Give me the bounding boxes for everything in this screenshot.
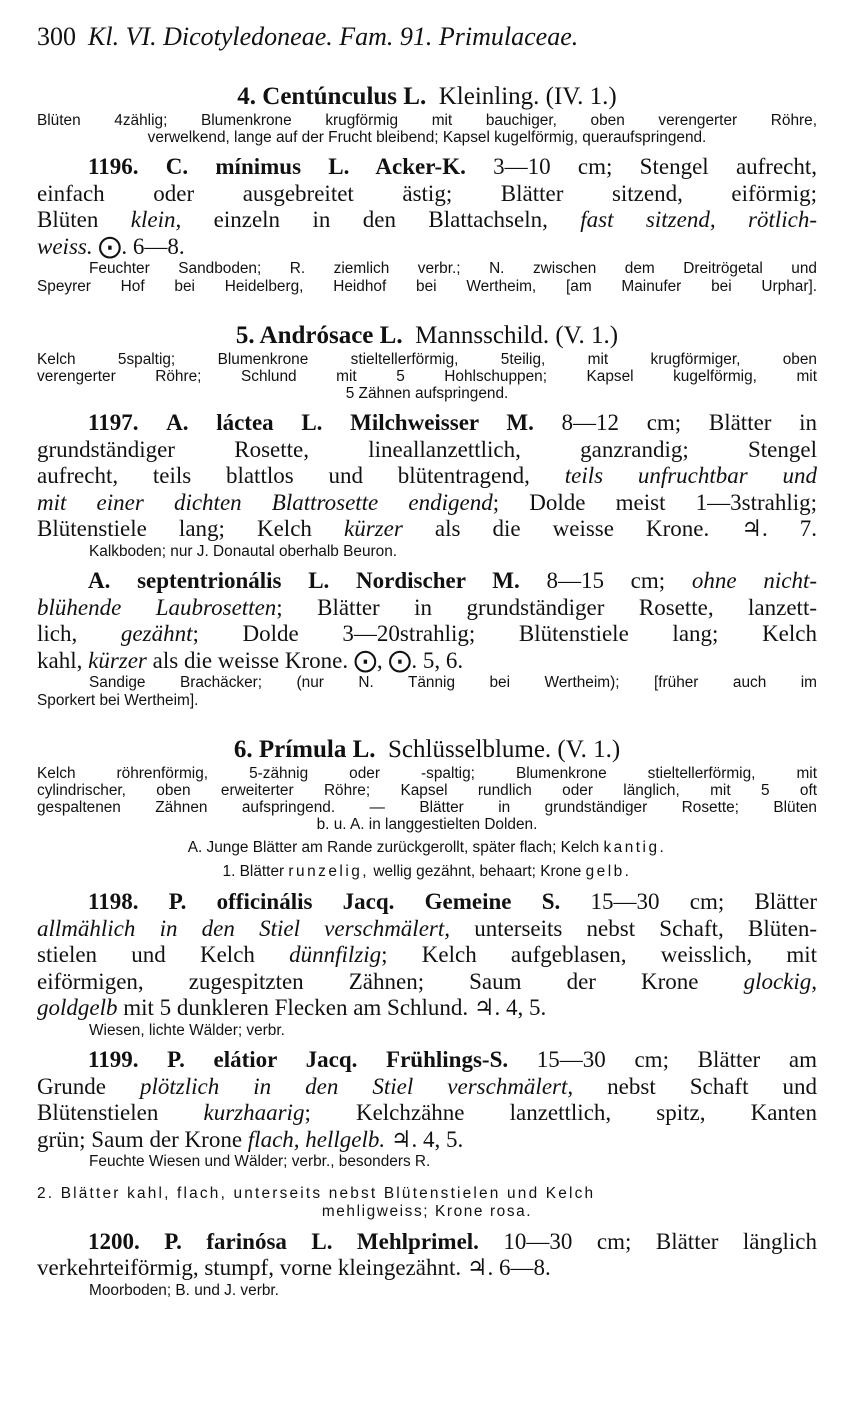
text-run: verkehrteiförmig, stumpf, vorne kleingezähnt. ♃. 6—8.	[37, 1255, 551, 1280]
habitat-1197	[37, 543, 817, 561]
text-run: 1198.	[88, 889, 139, 914]
text-run: klein,	[130, 207, 182, 232]
text-run: kahl,	[37, 647, 83, 673]
text-run: C. mínimus L. Acker-K.	[165, 154, 466, 179]
text-run: 5 Zähnen aufspringend.	[345, 385, 509, 402]
text-run: grün; Saum der Krone	[37, 1126, 243, 1152]
text-run: 1197.	[88, 410, 139, 435]
text-run: Feuchte Wiesen und Wälder; verbr., besonders R.	[89, 1153, 431, 1170]
key-a	[37, 839, 817, 857]
habitat-1198	[37, 1022, 817, 1040]
habitat-septentrionalis	[37, 674, 817, 709]
text-run: grundständiger Rosette, lineallanzettlich, ganzrandig; Stengel	[37, 436, 817, 462]
text-run: b. u. A. in langgestielten Dolden.	[316, 816, 538, 833]
text-run: nebst Schaft und	[607, 1073, 817, 1099]
text-run: als die weisse Krone. ⨀, ⨀. 5, 6.	[152, 647, 464, 673]
text-run: allmählich in den Stiel verschmälert,	[37, 915, 450, 941]
key-1	[37, 863, 817, 881]
running-header	[37, 22, 817, 52]
text-run: ; Blätter in grundständiger Rosette, lanzett-	[276, 594, 817, 620]
text-run: Kelch 5spaltig; Blumenkrone stieltellerförmig, 5teilig, mit krugförmiger, oben	[37, 351, 817, 368]
genus-description-primula	[37, 765, 817, 833]
genus-heading-centunculus	[37, 82, 817, 112]
text-run: mit einer dichten Blattrosette endigend	[37, 489, 493, 515]
text-run: fast sitzend, rötlich-	[580, 207, 817, 232]
species-1200	[37, 1229, 817, 1282]
text-run: A. láctea L. Milchweisser M.	[166, 410, 534, 435]
text-run: Blütenstielen	[37, 1100, 159, 1125]
text-run: Kalkboden; nur J. Donautal oberhalb Beuron.	[89, 542, 398, 560]
text-run: 5. Andrósace L.	[235, 322, 403, 349]
genus-description-centunculus	[37, 112, 817, 146]
text-run: gespaltenen Zähnen aufspringend. — Blätter in grundständiger Rosette; Blüten	[37, 799, 817, 816]
text-run: runzelig,	[288, 863, 370, 880]
text-run: Blütenstiele lang; Kelch	[37, 516, 312, 541]
text-run: cylindrischer, oben erweiterter Röhre; Kapsel rundlich oder länglich, mit 5 oft	[37, 782, 817, 799]
text-run: 3—10 cm; Stengel aufrecht,	[493, 154, 817, 179]
habitat-1200	[37, 1282, 817, 1300]
text-run: 1199.	[88, 1047, 139, 1072]
text-run: Blüten 4zählig; Blumenkrone krugförmig mit bauchiger, oben verengerter Röhre,	[37, 112, 817, 129]
text-run: lich,	[37, 621, 78, 646]
species-1197	[37, 410, 817, 543]
text-run: teils unfruchtbar und	[564, 463, 817, 488]
species-1199	[37, 1047, 817, 1153]
text-run: 4. Centúnculus L.	[237, 83, 427, 110]
text-run: goldgelb	[37, 995, 118, 1020]
text-run: mit 5 dunkleren Flecken am Schlund. ♃. 4, 5.	[123, 995, 547, 1020]
text-run: Schlüsselblume. (V. 1.)	[388, 736, 621, 763]
text-run: 8—12 cm; Blätter in	[561, 410, 817, 435]
text-run: 1. Blätter	[222, 863, 285, 880]
text-run: Kleinling. (IV. 1.)	[438, 83, 617, 110]
text-run: P. officinális Jacq. Gemeine S.	[168, 889, 561, 914]
text-run: mehligweiss; Krone rosa.	[321, 1202, 533, 1220]
text-run: ; Dolde meist 1—3strahlig;	[492, 489, 817, 515]
text-run: Wiesen, lichte Wälder; verbr.	[89, 1021, 285, 1039]
text-run: gelb.	[585, 863, 632, 880]
species-1196	[37, 154, 817, 260]
text-run: blühende Laubrosetten	[37, 594, 277, 620]
text-run: ohne nicht-	[691, 568, 817, 593]
text-run: ; Dolde 3—20strahlig; Blütenstiele lang; Kelch	[192, 621, 817, 646]
text-run: einzeln in den Blattachseln,	[213, 207, 548, 232]
text-run: P. farinósa L. Mehlprimel.	[164, 1228, 479, 1254]
text-run: Grunde	[37, 1073, 106, 1099]
text-run: verwelkend, lange auf der Frucht bleibend; Kapsel kugelförmig, queraufspringend.	[147, 129, 707, 146]
text-run: weiss.	[37, 233, 93, 259]
text-run: kurzhaarig	[203, 1100, 305, 1125]
species-1198	[37, 889, 817, 1022]
text-run: 15—30 cm; Blätter	[590, 889, 817, 914]
text-run: gezähnt	[120, 621, 193, 646]
text-run: wellig gezähnt, behaart; Krone	[373, 863, 582, 880]
species-septentrionalis	[37, 568, 817, 674]
text-run: ♃. 4, 5.	[390, 1126, 464, 1152]
text-run: ; Kelch aufgeblasen, weisslich, mit	[381, 942, 817, 967]
text-run: kürzer	[344, 516, 403, 541]
page-number: 300	[37, 22, 76, 51]
text-run: aufrecht, teils blattlos und blütentragend,	[37, 463, 530, 488]
habitat-1196	[37, 260, 817, 295]
text-run: Sandige Brachäcker; (nur N. Tännig bei Wertheim); [früher auch im	[89, 674, 817, 691]
text-run: Sporkert bei Wertheim].	[37, 691, 199, 709]
text-run: plötzlich in den Stiel verschmälert,	[140, 1073, 574, 1099]
text-run: ; Kelchzähne lanzettlich, spitz, Kanten	[304, 1100, 817, 1125]
text-run: unterseits nebst Schaft, Blüten-	[474, 915, 817, 941]
text-run: A. Junge Blätter am Rande zurückgerollt, später flach; Kelch	[187, 839, 600, 856]
genus-heading-primula	[37, 735, 817, 765]
text-run: kürzer	[88, 647, 147, 673]
text-run: kantig.	[603, 839, 667, 856]
text-run: einfach oder ausgebreitet ästig; Blätter sitzend, eiförmig;	[37, 180, 817, 206]
text-run: 15—30 cm; Blätter am	[536, 1047, 817, 1072]
habitat-1199	[37, 1153, 817, 1171]
genus-description-androsace	[37, 351, 817, 402]
book-page	[37, 22, 817, 1299]
text-run: Speyrer Hof bei Heidelberg, Heidhof bei Wertheim, [am Mainufer bei Urphar].	[37, 277, 817, 295]
text-run: Mannsschild. (V. 1.)	[415, 322, 619, 349]
text-run: Kelch röhrenförmig, 5-zähnig oder -spaltig; Blumenkrone stieltellerförmig, mit	[37, 765, 817, 782]
text-run: 8—15 cm;	[546, 568, 666, 593]
text-run: 1200.	[88, 1228, 140, 1254]
text-run: glockig,	[743, 968, 817, 994]
text-run: stielen und Kelch	[37, 942, 255, 967]
text-run: dünnfilzig	[289, 942, 382, 967]
text-run: 10—30 cm; Blätter länglich	[503, 1228, 817, 1254]
text-run: 2. Blätter kahl, flach, unterseits nebst Blütenstielen und Kelch	[37, 1184, 596, 1202]
text-run: flach, hellgelb.	[247, 1126, 386, 1152]
key-2	[37, 1185, 817, 1221]
text-run: 1196.	[88, 154, 139, 179]
text-run: eiförmigen, zugespitzten Zähnen; Saum der Krone	[37, 968, 699, 994]
header-text: Kl. VI. Dicotyledoneae. Fam. 91. Primulaceae.	[88, 22, 579, 51]
text-run: A. septentrionális L. Nordischer M.	[88, 568, 520, 593]
text-run: verengerter Röhre; Schlund mit 5 Hohlschuppen; Kapsel kugelförmig, mit	[37, 368, 817, 385]
genus-heading-androsace	[37, 321, 817, 351]
text-run: Blüten	[37, 207, 99, 232]
text-run: ⨀. 6—8.	[98, 233, 185, 259]
text-run: Feuchter Sandboden; R. ziemlich verbr.; N. zwischen dem Dreitrögetal und	[89, 260, 817, 277]
text-run: 6. Prímula L.	[233, 736, 376, 763]
text-run: P. elátior Jacq. Frühlings-S.	[167, 1047, 509, 1072]
text-run: als die weisse Krone. ♃. 7.	[434, 516, 817, 541]
text-run: Moorboden; B. und J. verbr.	[89, 1281, 279, 1299]
